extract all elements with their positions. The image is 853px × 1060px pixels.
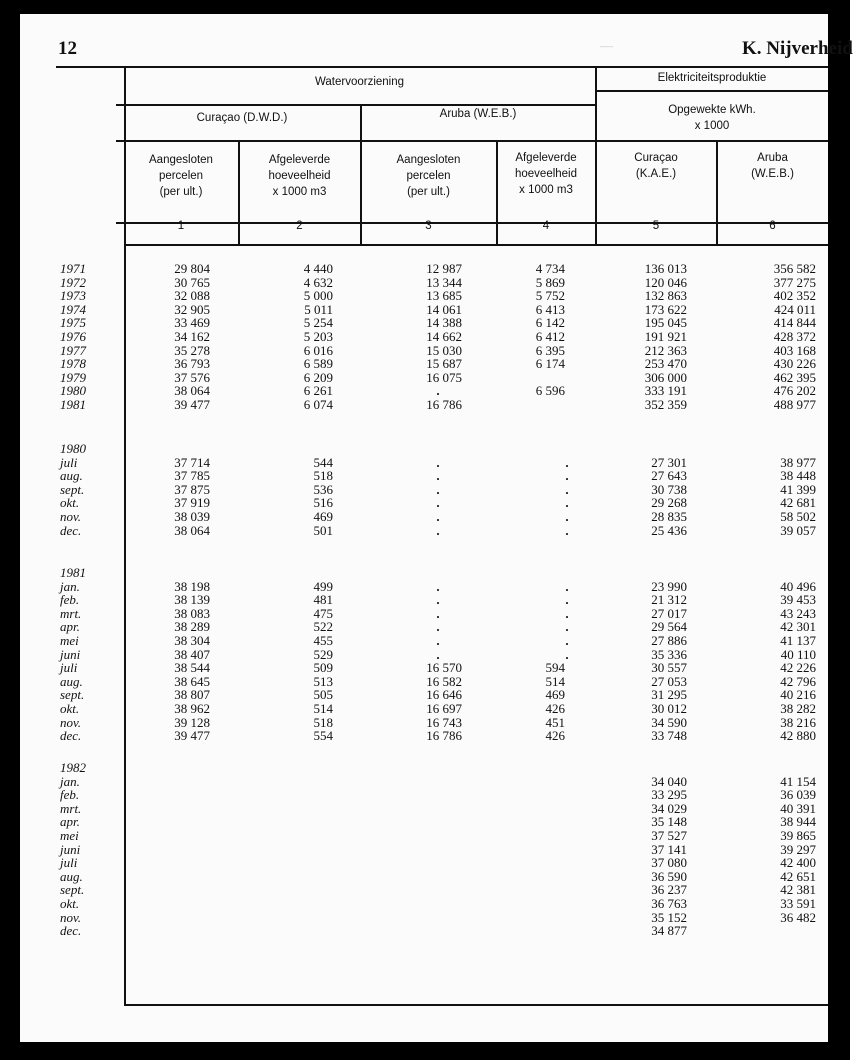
cell-value: . — [436, 619, 440, 635]
column-header-3: Aangesloten percelen (per ult.) — [396, 154, 461, 198]
cell-value: 28 835 — [651, 509, 687, 524]
cell-value: 30 738 — [651, 481, 687, 497]
cell-value: . — [436, 633, 440, 648]
header-electric: Elektriciteitsproduktie — [657, 72, 767, 84]
cell-value: 35 148 — [651, 814, 687, 830]
column-header-1: Aangesloten percelen (per ult.) — [149, 154, 213, 198]
cell-value: 191 921 — [644, 329, 687, 344]
cell-value: . — [565, 646, 569, 662]
cell-value: 514 — [545, 673, 565, 689]
cell-value: 16 646 — [426, 687, 462, 703]
scan-border-right — [828, 0, 850, 1060]
cell-value: 36 039 — [780, 787, 816, 803]
cell-value: 38 448 — [780, 468, 816, 484]
cell-value: 13 685 — [426, 288, 462, 304]
cell-value: 42 226 — [780, 660, 816, 676]
cell-value: 29 268 — [651, 495, 687, 511]
cell-value: 37 080 — [651, 855, 687, 871]
cell-value: 352 359 — [644, 397, 687, 412]
row-label: 1971 — [60, 261, 86, 276]
cell-value: 476 202 — [773, 383, 816, 399]
cell-value: 5 000 — [303, 288, 333, 304]
document-page — [20, 14, 853, 1042]
cell-value: 481 — [313, 592, 333, 608]
cell-value: 39 477 — [174, 728, 210, 744]
cell-value: 41 137 — [780, 633, 816, 648]
cell-value: 513 — [313, 673, 333, 689]
cell-value: 39 297 — [780, 841, 816, 857]
column-header-2: Afgeleverde hoeveelheid x 1000 m3 — [268, 154, 331, 198]
row-label: 1978 — [60, 356, 86, 372]
cell-value: 38 645 — [174, 673, 210, 689]
block-year-heading: 1980 — [60, 441, 86, 456]
cell-value: 414 844 — [773, 315, 816, 331]
column-header-5: Curaçao (K.A.E.) — [634, 152, 678, 180]
cell-value: 16 697 — [426, 701, 462, 716]
rule-under-sub — [116, 140, 828, 142]
cell-value: 38 544 — [174, 660, 210, 676]
rule-header-bottom — [124, 244, 828, 246]
cell-value: 403 168 — [773, 342, 816, 358]
scan-border-left — [0, 0, 20, 1060]
row-label: nov. — [60, 714, 82, 730]
cell-value: . — [436, 509, 440, 524]
cell-value: 40 496 — [780, 578, 816, 594]
scan-border-bottom — [0, 1042, 850, 1060]
column-header-6: Aruba (W.E.B.) — [751, 152, 794, 180]
cell-value: 6 596 — [535, 383, 565, 399]
block-year-heading: 1981 — [60, 565, 86, 580]
cell-value: 38 198 — [174, 578, 210, 594]
cell-value: . — [436, 605, 440, 621]
row-label: 1976 — [60, 329, 86, 344]
cell-value: 38 039 — [174, 509, 210, 524]
cell-value: 40 391 — [780, 800, 816, 816]
cell-value: 132 863 — [644, 288, 687, 304]
cell-value: 469 — [545, 687, 565, 703]
cell-value: 38 289 — [174, 619, 210, 635]
row-label: nov. — [60, 509, 82, 524]
row-label: 1979 — [60, 369, 86, 385]
cell-value: 509 — [313, 660, 333, 676]
cell-value: 4 440 — [303, 261, 333, 276]
header-aruba-web: Aruba (W.E.B.) — [439, 108, 517, 120]
row-label: 1975 — [60, 315, 86, 331]
cell-value: 27 301 — [651, 454, 687, 470]
cell-value: 35 278 — [174, 342, 210, 358]
cell-value: 462 395 — [773, 369, 816, 385]
cell-value: 42 381 — [780, 882, 816, 898]
cell-value: 25 436 — [651, 522, 687, 538]
cell-value: . — [436, 495, 440, 511]
cell-value: 31 295 — [651, 687, 687, 703]
cell-value: 23 990 — [651, 578, 687, 594]
cell-value: . — [436, 578, 440, 594]
cell-value: 6 412 — [535, 329, 565, 344]
chapter-title: K. Nijverheid — [742, 38, 853, 59]
cell-value: 39 453 — [780, 592, 816, 608]
cell-value: 14 061 — [426, 301, 462, 317]
cell-value: 5 254 — [303, 315, 333, 331]
cell-value: 29 804 — [174, 261, 210, 276]
cell-value: . — [565, 522, 569, 538]
cell-value: 37 919 — [174, 495, 210, 511]
cell-value: 15 687 — [426, 356, 462, 372]
cell-value: 16 743 — [426, 714, 462, 730]
column-number-4: 4 — [542, 220, 550, 232]
row-label: apr. — [60, 814, 80, 830]
cell-value: 5 869 — [535, 274, 565, 290]
row-label: juli — [60, 454, 78, 470]
cell-value: 6 589 — [303, 356, 333, 372]
cell-value: 38 216 — [780, 714, 816, 730]
cell-value: 15 030 — [426, 342, 462, 358]
row-label: juni — [60, 841, 81, 857]
cell-value: 499 — [313, 578, 333, 594]
row-label: okt. — [60, 701, 80, 716]
cell-value: 544 — [313, 454, 333, 470]
cell-value: . — [565, 495, 569, 511]
row-label: nov. — [60, 909, 82, 925]
cell-value: 43 243 — [780, 605, 816, 621]
cell-value: 426 — [545, 701, 565, 716]
cell-value: 5 203 — [303, 329, 333, 344]
cell-value: 38 282 — [780, 701, 816, 716]
cell-value: . — [565, 481, 569, 497]
cell-value: . — [565, 454, 569, 470]
cell-value: . — [565, 468, 569, 484]
column-number-6: 6 — [769, 220, 776, 232]
cell-value: . — [565, 578, 569, 594]
row-label: 1972 — [60, 274, 86, 290]
cell-value: 514 — [313, 701, 333, 716]
cell-value: . — [565, 509, 569, 524]
cell-value: 30 765 — [174, 274, 210, 290]
cell-value: 39 128 — [174, 714, 210, 730]
row-label: juni — [60, 646, 81, 662]
row-label: aug. — [60, 673, 83, 689]
column-number-5: 5 — [652, 220, 660, 232]
cell-value: 34 877 — [651, 923, 687, 939]
cell-value: 27 886 — [651, 633, 687, 648]
cell-value: 29 564 — [651, 619, 687, 635]
cell-value: 529 — [313, 646, 333, 662]
cell-value: . — [436, 383, 440, 399]
cell-value: 424 011 — [774, 301, 816, 317]
cell-value: 455 — [313, 633, 333, 648]
cell-value: 333 191 — [644, 383, 687, 399]
cell-value: 38 977 — [780, 454, 816, 470]
row-label: sept. — [60, 687, 85, 703]
cell-value: 38 083 — [174, 605, 210, 621]
cell-value: 38 139 — [174, 592, 210, 608]
scan-border-top — [0, 0, 850, 14]
row-label: sept. — [60, 882, 85, 898]
cell-value: 518 — [313, 468, 333, 484]
cell-value: 35 336 — [651, 646, 687, 662]
cell-value: 35 152 — [651, 909, 687, 925]
cell-value: 6 142 — [535, 315, 565, 331]
row-label: juli — [60, 660, 78, 676]
cell-value: 34 162 — [174, 329, 210, 344]
cell-value: 5 011 — [304, 301, 333, 317]
cell-value: . — [565, 633, 569, 648]
cell-value: 6 261 — [303, 383, 333, 399]
cell-value: 38 807 — [174, 687, 210, 703]
cell-value: 16 582 — [426, 673, 462, 689]
rule-bottom — [124, 1004, 828, 1006]
cell-value: . — [436, 646, 440, 662]
header-opgewekte: Opgewekte kWh. x 1000 — [668, 104, 756, 132]
rule-top — [56, 66, 828, 68]
cell-value: 37 141 — [651, 841, 687, 857]
cell-value: 4 734 — [535, 261, 565, 276]
row-label: 1973 — [60, 288, 86, 304]
cell-value: 30 557 — [651, 660, 687, 676]
header-water: Watervoorziening — [314, 76, 405, 88]
row-label: dec. — [60, 923, 82, 939]
cell-value: 195 045 — [644, 315, 687, 331]
row-label: aug. — [60, 468, 83, 484]
row-label: mrt. — [60, 605, 82, 621]
block-year-heading: 1982 — [60, 760, 86, 775]
cell-value: 38 064 — [174, 522, 210, 538]
row-label: feb. — [60, 592, 80, 608]
cell-value: 38 944 — [780, 814, 816, 830]
header-curacao-dwd: Curaçao (D.W.D.) — [196, 112, 288, 124]
row-label: sept. — [60, 481, 85, 497]
cell-value: 36 763 — [651, 896, 687, 911]
cell-value: 33 469 — [174, 315, 210, 331]
cell-value: 42 301 — [780, 619, 816, 635]
row-label: 1981 — [60, 397, 86, 412]
cell-value: . — [565, 592, 569, 608]
cell-value: 6 209 — [303, 369, 333, 385]
cell-value: 475 — [313, 605, 333, 621]
row-label: 1977 — [60, 342, 86, 358]
row-label: okt. — [60, 495, 80, 511]
cell-value: 16 570 — [426, 660, 462, 676]
cell-value: 518 — [313, 714, 333, 730]
cell-value: 37 576 — [174, 369, 210, 385]
cell-value: 356 582 — [773, 261, 816, 276]
cell-value: 505 — [313, 687, 333, 703]
cell-value: 426 — [545, 728, 565, 744]
column-header-4: Afgeleverde hoeveelheid x 1000 m3 — [514, 152, 578, 196]
cell-value: 33 295 — [651, 787, 687, 803]
cell-value: 594 — [545, 660, 565, 676]
row-label: apr. — [60, 619, 80, 635]
cell-value: 32 088 — [174, 288, 210, 304]
column-number-1: 1 — [177, 220, 185, 232]
row-label: 1980 — [60, 383, 86, 399]
cell-value: . — [436, 522, 440, 538]
cell-value: 30 012 — [651, 701, 687, 716]
cell-value: 39 057 — [780, 522, 816, 538]
cell-value: 5 752 — [535, 288, 565, 304]
row-label: dec. — [60, 522, 82, 538]
cell-value: 6 174 — [535, 356, 565, 372]
cell-value: . — [436, 481, 440, 497]
row-label: 1974 — [60, 301, 86, 317]
row-label: juli — [60, 855, 78, 871]
cell-value: 37 875 — [174, 481, 210, 497]
cell-value: 21 312 — [651, 592, 687, 608]
cell-value: 516 — [313, 495, 333, 511]
cell-value: 42 681 — [780, 495, 816, 511]
cell-value: 34 040 — [651, 773, 687, 789]
cell-value: 6 413 — [535, 301, 565, 317]
cell-value: 16 075 — [426, 369, 462, 385]
cell-value: 39 865 — [780, 828, 816, 843]
row-label: dec. — [60, 728, 82, 744]
cell-value: 36 482 — [780, 909, 816, 925]
cell-value: 27 017 — [651, 605, 687, 621]
cell-value: 42 400 — [780, 855, 816, 871]
cell-value: 36 793 — [174, 356, 210, 372]
cell-value: 451 — [545, 714, 565, 730]
cell-value: 13 344 — [426, 274, 462, 290]
cell-value: 554 — [313, 728, 333, 744]
cell-value: 34 029 — [651, 800, 687, 816]
cell-value: 36 590 — [651, 868, 687, 884]
cell-value: 501 — [313, 522, 333, 538]
row-label: mei — [60, 828, 79, 843]
cell-value: 14 388 — [426, 315, 462, 331]
show-through-decoration: — — [600, 38, 613, 53]
page-number: 12 — [58, 38, 77, 59]
cell-value: 430 226 — [773, 356, 816, 372]
cell-value: 34 590 — [651, 714, 687, 730]
rule-under-electric — [595, 90, 828, 92]
cell-value: 536 — [313, 481, 333, 497]
cell-value: 522 — [313, 619, 333, 635]
column-number-2: 2 — [296, 220, 303, 232]
cell-value: 42 880 — [780, 728, 816, 744]
cell-value: 136 013 — [644, 261, 687, 276]
cell-value: . — [436, 468, 440, 484]
cell-value: 33 591 — [780, 896, 816, 911]
cell-value: 38 064 — [174, 383, 210, 399]
cell-value: . — [436, 592, 440, 608]
cell-value: 402 352 — [773, 288, 816, 304]
cell-value: 42 796 — [780, 673, 816, 689]
row-label: mrt. — [60, 800, 82, 816]
cell-value: 41 154 — [780, 773, 816, 789]
row-label: feb. — [60, 787, 80, 803]
cell-value: . — [565, 605, 569, 621]
cell-value: 38 304 — [174, 633, 210, 648]
cell-value: 306 000 — [644, 369, 687, 385]
cell-value: 42 651 — [780, 868, 816, 884]
cell-value: 428 372 — [773, 329, 816, 344]
column-number-3: 3 — [425, 220, 432, 232]
cell-value: 37 785 — [174, 468, 210, 484]
cell-value: . — [436, 454, 440, 470]
cell-value: 16 786 — [426, 397, 462, 412]
cell-value: 40 110 — [780, 646, 816, 662]
cell-value: 6 395 — [535, 342, 565, 358]
cell-value: 36 237 — [651, 882, 687, 898]
cell-value: 6 074 — [303, 397, 333, 412]
cell-value: 39 477 — [174, 397, 210, 412]
cell-value: 173 622 — [644, 301, 687, 317]
cell-value: 120 046 — [644, 274, 687, 290]
cell-value: 212 363 — [644, 342, 687, 358]
row-label: jan. — [60, 578, 80, 594]
cell-value: 37 714 — [174, 454, 210, 470]
cell-value: 40 216 — [780, 687, 816, 703]
cell-value: 32 905 — [174, 301, 210, 317]
cell-value: 377 275 — [773, 274, 816, 290]
cell-value: . — [565, 619, 569, 635]
cell-value: 14 662 — [426, 329, 462, 344]
row-label: mei — [60, 633, 79, 648]
cell-value: 33 748 — [651, 728, 687, 744]
cell-value: 12 987 — [426, 261, 462, 276]
cell-value: 27 643 — [651, 468, 687, 484]
row-label: jan. — [60, 773, 80, 789]
row-label: okt. — [60, 896, 80, 911]
cell-value: 41 399 — [780, 481, 816, 497]
cell-value: 253 470 — [644, 356, 687, 372]
cell-value: 488 977 — [773, 397, 816, 412]
cell-value: 37 527 — [651, 828, 687, 843]
cell-value: 38 407 — [174, 646, 210, 662]
cell-value: 6 016 — [303, 342, 333, 358]
cell-value: 38 962 — [174, 701, 210, 716]
cell-value: 4 632 — [303, 274, 333, 290]
cell-value: 469 — [313, 509, 333, 524]
cell-value: 16 786 — [426, 728, 462, 744]
cell-value: 58 502 — [780, 509, 816, 524]
cell-value: 27 053 — [651, 673, 687, 689]
row-label: aug. — [60, 868, 83, 884]
